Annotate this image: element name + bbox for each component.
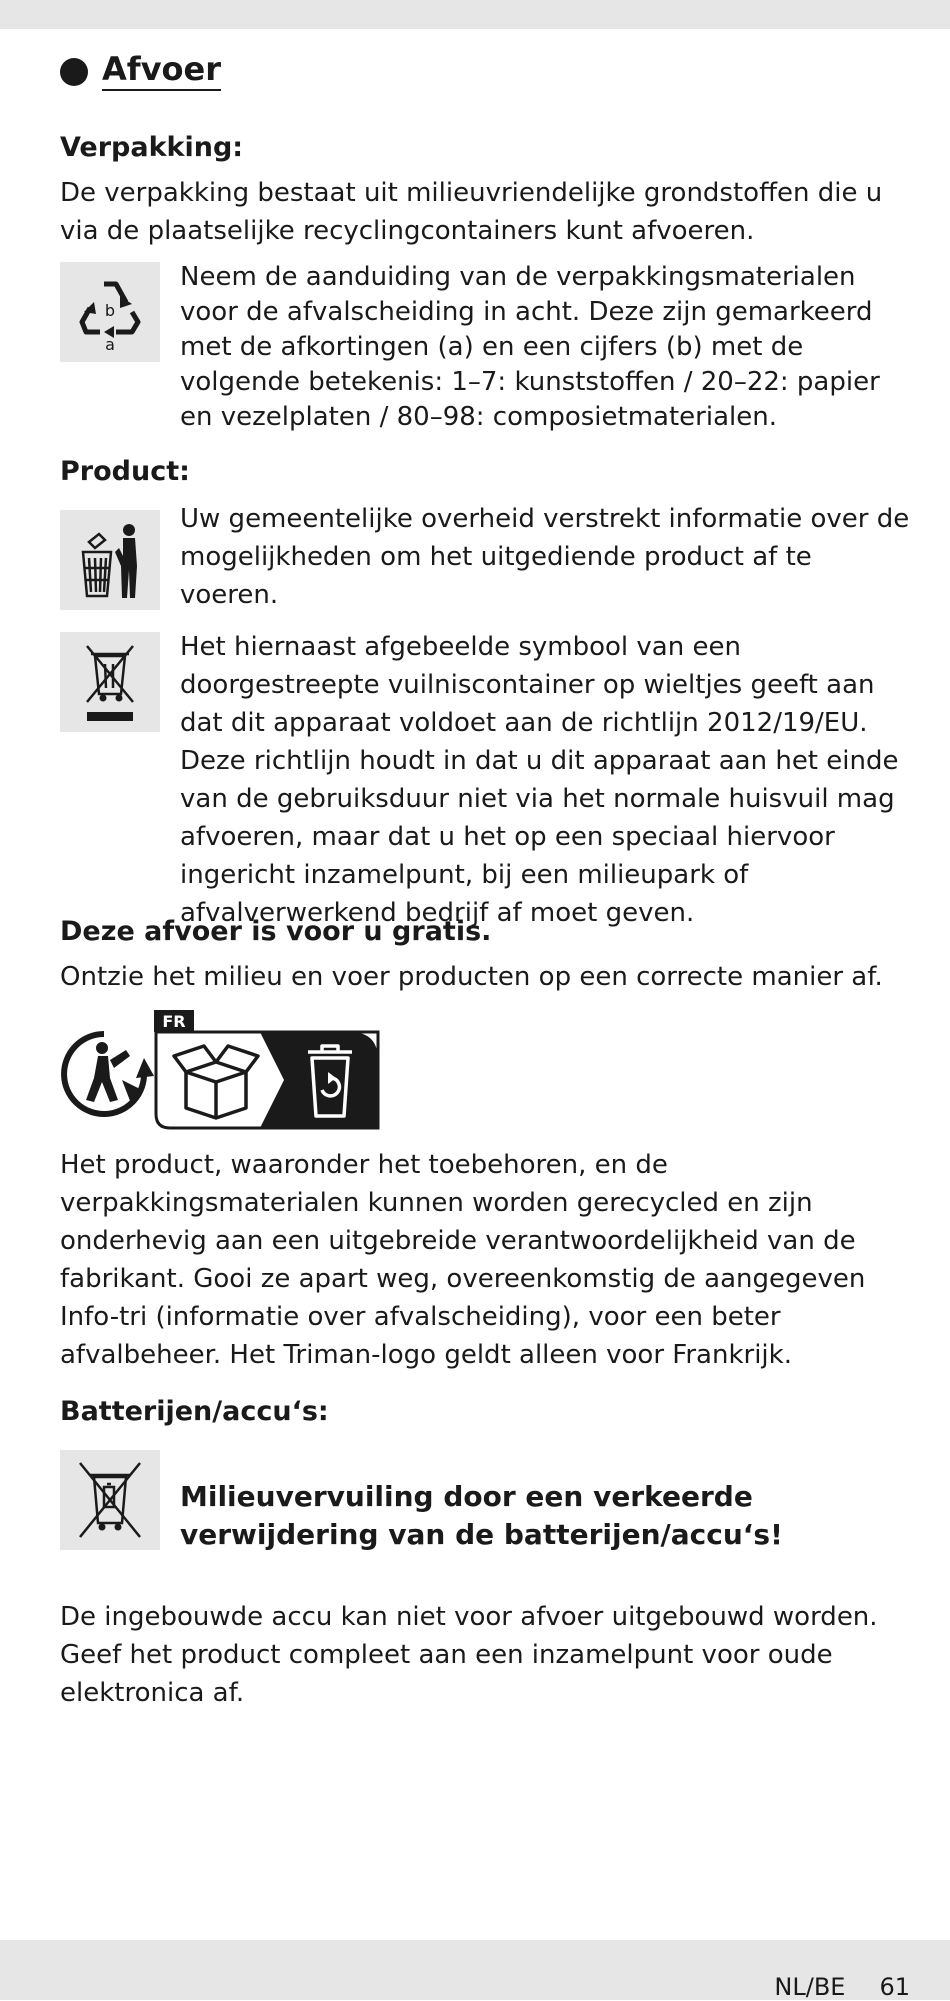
packaging-intro: De verpakking bestaat uit milieuvriendelijke grondstoffen die u via de plaatselijke recyclingcontainers kunt afvoeren.	[60, 178, 883, 246]
page-number: 61	[879, 1973, 910, 2001]
crossed-wheelie-bin-icon	[60, 632, 160, 732]
packaging-heading: Verpakking:	[60, 132, 244, 163]
triman-badge: FR	[162, 1012, 186, 1031]
section-header	[60, 52, 221, 91]
recycling-triangle-icon	[60, 262, 160, 362]
product-heading: Product:	[60, 456, 190, 487]
top-bar	[0, 0, 950, 29]
batteries-warning	[180, 1478, 910, 1554]
product-info: Uw gemeentelijke overheid verstrekt informatie over de mogelijkheden om het uitgediende product af te voeren.	[180, 504, 910, 610]
packaging-note: Neem de aanduiding van de verpakkingsmaterialen voor de afvalscheiding in acht. Deze zijn gemarkeerd met de afkortingen (a) en een cijfers (b) met de volgende betekenis: 1–7: kunststoffen / 20–22: papier en vezelplaten / 80–98: composietmaterialen.	[180, 262, 880, 432]
icon-label-a: a	[105, 335, 115, 352]
triman-icon	[64, 1034, 154, 1114]
footer	[774, 1973, 910, 2001]
litter-bin-icon	[60, 510, 160, 610]
batteries-warning-line1: Milieuvervuiling door een verkeerde	[180, 1480, 753, 1513]
batteries-text: De ingebouwde accu kan niet voor afvoer uitgebouwd worden. Geef het product compleet aan een inzamelpunt voor oude elektronica af.	[60, 1602, 878, 1708]
free-disposal-heading: Deze afvoer is voor u gratis.	[60, 916, 492, 947]
bullet-icon	[60, 58, 88, 86]
batteries-heading: Batterijen/accu‘s:	[60, 1396, 329, 1427]
section-title: Afvoer	[102, 52, 221, 91]
free-disposal-text: Ontzie het milieu en voer producten op een correcte manier af.	[60, 962, 883, 992]
icon-label-b: b	[104, 301, 116, 320]
crossed-battery-bin-icon	[60, 1450, 160, 1550]
triman-text: Het product, waaronder het toebehoren, en de verpakkingsmaterialen kunnen worden gerecycled en zijn onderhevig aan een uitgebreide verantwoordelijkheid van de fabrikant. Gooi ze apart weg, overeenkomstig de aangegeven Info-tri (informatie over afvalscheiding), voor een beter afvalbeheer. Het Triman-logo geldt alleen voor Frankrijk.	[60, 1150, 866, 1370]
footer-locale: NL/BE	[774, 1973, 846, 2001]
weee-text: Het hiernaast afgebeelde symbool van een doorgestreepte vuilniscontainer op wieltjes geeft aan dat dit apparaat voldoet aan de richtlijn 2012/19/EU. Deze richtlijn houdt in dat u dit apparaat aan het einde van de gebruiksduur niet via het normale huisvuil mag afvoeren, maar dat u het op een speciaal hiervoor ingericht inzamelpunt, bij een milieupark of afvalverwerkend bedrijf af moet geven.	[180, 632, 899, 928]
triman-logo	[60, 1008, 380, 1130]
batteries-warning-line2: verwijdering van de batterijen/accu‘s!	[180, 1518, 783, 1551]
